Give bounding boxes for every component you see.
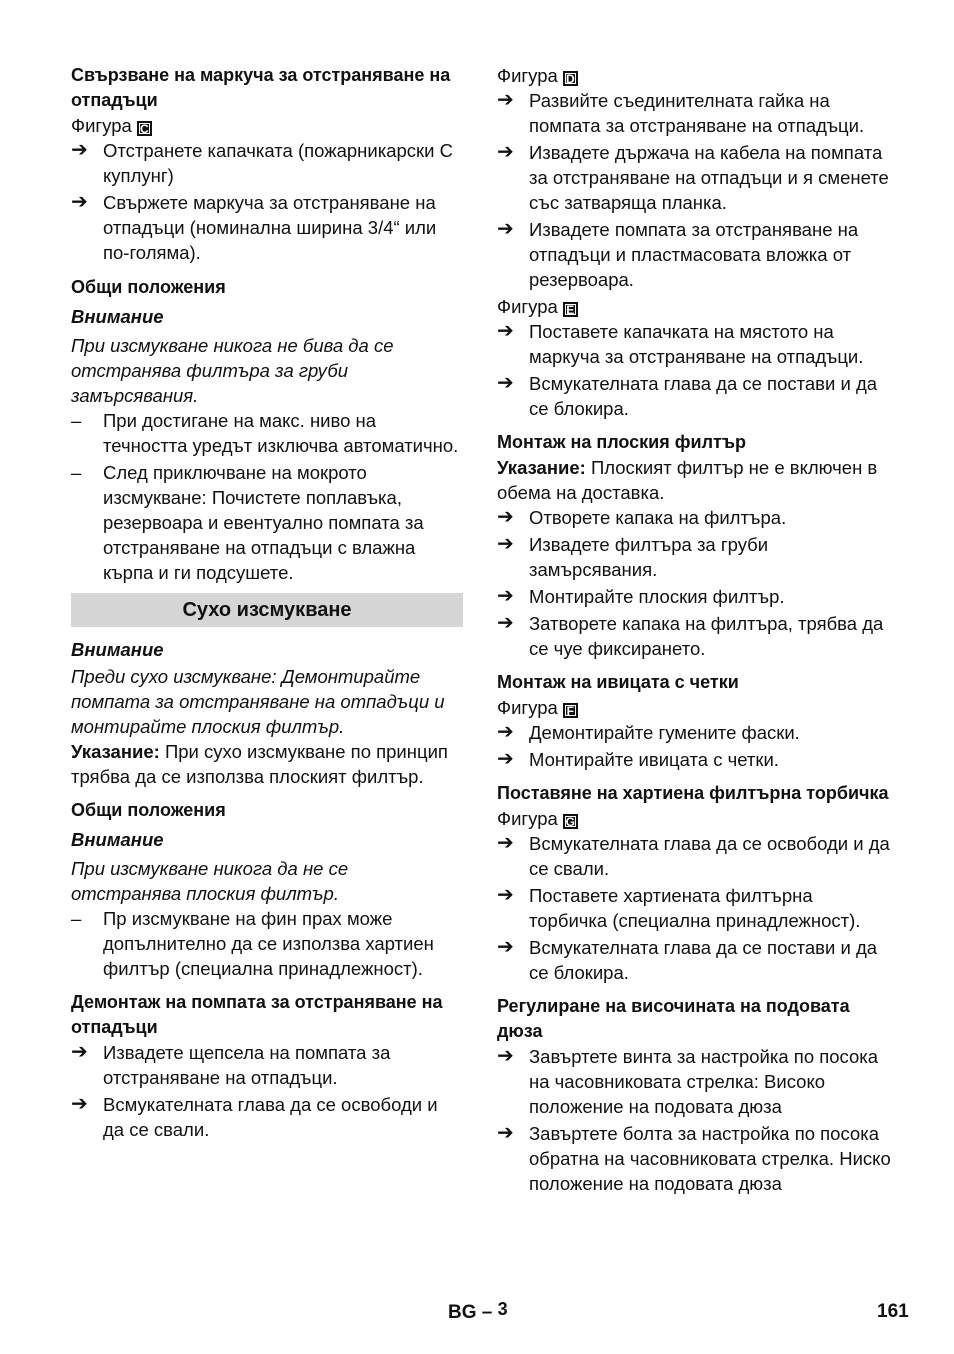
list-item: ➔ Всмукателната глава да се освободи и да се свали. <box>71 1093 438 1140</box>
list-item: ➔ Всмукателната глава да се постави и да се блокира. <box>497 372 878 419</box>
figure-ref: Фигура F <box>497 695 891 720</box>
heading-pump-removal: Демонтаж на помпата за отстраняване на отпадъци <box>71 992 443 1037</box>
section-title-dry-vacuuming: Сухо изсмукване <box>71 593 463 627</box>
list-item: ➔ Поставете хартиената филтърна торбичка (специална принадлежност). <box>497 884 861 931</box>
arrow-right-icon: ➔ <box>71 139 88 161</box>
list-item: ➔ Извадете щепсела на помпата за отстраняване на отпадъци. <box>71 1041 391 1088</box>
attention-text: При изсмукване никога не бива да се отстранява филтъра за груби замърсявания. <box>71 335 394 406</box>
attention-text: При изсмукване никога да не се отстранява плоския филтър. <box>71 858 349 904</box>
list-item: ➔ Затворете капака на филтъра, трябва да се чуе фиксирането. <box>497 612 884 659</box>
attention-label: Внимание <box>71 639 164 660</box>
list-item: ➔ Извадете държача на кабела на помпата за отстраняване на отпадъци и я сменете със затваряща планка. <box>497 141 889 213</box>
heading-general: Общи положения <box>71 800 226 820</box>
figure-ref: Фигура C <box>71 113 463 138</box>
figure-letter-badge: C <box>137 121 152 136</box>
dash-bullet: – <box>71 462 82 483</box>
arrow-right-icon: ➔ <box>71 1093 88 1115</box>
list-item: ➔ Демонтирайте гумените фаски. <box>497 721 800 743</box>
arrow-right-icon: ➔ <box>497 585 514 607</box>
list-item: ➔ Завъртете винта за настройка по посока на часовниковата стрелка: Високо положение на подовата дюза <box>497 1045 879 1117</box>
page-number: 161 <box>877 1301 909 1322</box>
arrow-right-icon: ➔ <box>497 89 514 111</box>
heading-brush-strip: Монтаж на ивицата с четки <box>497 672 739 692</box>
list-item: ➔ Всмукателната глава да се постави и да се блокира. <box>497 936 878 983</box>
figure-ref: Фигура G <box>497 806 891 831</box>
note-paragraph: Указание: Плоският филтър не е включен в обема на доставка. <box>497 457 878 503</box>
left-column <box>71 63 463 1144</box>
arrow-right-icon: ➔ <box>497 320 514 342</box>
figure-letter-badge: E <box>563 302 578 317</box>
list-item: ➔ Извадете помпата за отстраняване на отпадъци и пластмасовата вложка от резервоара. <box>497 218 859 290</box>
footer-section-label: BG – 3 <box>448 1299 508 1323</box>
heading-flat-filter: Монтаж на плоския филтър <box>497 432 746 452</box>
figure-ref: Фигура E <box>497 294 891 319</box>
arrow-right-icon: ➔ <box>497 832 514 854</box>
arrow-right-icon: ➔ <box>497 141 514 163</box>
arrow-right-icon: ➔ <box>497 506 514 528</box>
heading-general: Общи положения <box>71 277 226 297</box>
right-column <box>497 63 891 1198</box>
note-paragraph: Указание: При сухо изсмукване по принцип трябва да се използва плоският филтър. <box>71 741 448 787</box>
attention-text: Преди сухо изсмукване: Демонтирайте помпата за отстраняване на отпадъци и монтирайте плоския филтър. <box>71 666 445 737</box>
list-item: ➔ Извадете филтъра за груби замърсявания. <box>497 533 769 580</box>
heading-hose-connection: Свързване на маркуча за отстраняване на отпадъци <box>71 65 451 110</box>
arrow-right-icon: ➔ <box>497 372 514 394</box>
dash-bullet: – <box>71 410 82 431</box>
list-item: – Пр изсмукване на фин прах може допълнително да се използва хартиен филтър (специална принадлежност). <box>71 908 434 979</box>
list-item: ➔ Развийте съединителната гайка на помпата за отстраняване на отпадъци. <box>497 89 865 136</box>
dash-bullet: – <box>71 908 82 929</box>
attention-label: Внимание <box>71 829 164 850</box>
arrow-right-icon: ➔ <box>497 533 514 555</box>
arrow-right-icon: ➔ <box>497 1122 514 1144</box>
arrow-right-icon: ➔ <box>497 884 514 906</box>
list-item: ➔ Поставете капачката на мястото на маркуча за отстраняване на отпадъци. <box>497 320 864 367</box>
list-item: ➔ Монтирайте ивицата с четки. <box>497 748 779 770</box>
list-item: ➔ Свържете маркуча за отстраняване на отпадъци (номинална ширина 3/4“ или по-голяма). <box>71 191 437 263</box>
heading-nozzle-height: Регулиране на височината на подовата дюза <box>497 996 850 1041</box>
arrow-right-icon: ➔ <box>497 612 514 634</box>
figure-letter-badge: D <box>563 71 578 86</box>
list-item: ➔ Отстранете капачката (пожарникарски C куплунг) <box>71 139 453 186</box>
attention-label: Внимание <box>71 306 164 327</box>
arrow-right-icon: ➔ <box>71 1041 88 1063</box>
list-item: ➔ Завъртете болта за настройка по посока обратна на часовниковата стрелка. Ниско положение на подовата дюза <box>497 1122 891 1194</box>
arrow-right-icon: ➔ <box>71 191 88 213</box>
figure-letter-badge: G <box>563 814 578 829</box>
arrow-right-icon: ➔ <box>497 748 514 770</box>
list-item: ➔ Монтирайте плоския филтър. <box>497 585 785 607</box>
list-item: ➔ Всмукателната глава да се освободи и да се свали. <box>497 832 890 879</box>
arrow-right-icon: ➔ <box>497 936 514 958</box>
figure-letter-badge: F <box>563 703 578 718</box>
heading-paper-bag: Поставяне на хартиена филтърна торбичка <box>497 783 889 803</box>
arrow-right-icon: ➔ <box>497 721 514 743</box>
list-item: – При достигане на макс. ниво на течността уредът изключва автоматично. <box>71 410 459 456</box>
figure-ref: Фигура D <box>497 63 891 88</box>
list-item: – След приключване на мокрото изсмукване: Почистете поплавъка, резервоара и евентуално помпата за отстраняване на отпадъци с влажна кърпа и ги подсушете. <box>71 462 424 583</box>
arrow-right-icon: ➔ <box>497 218 514 240</box>
list-item: ➔ Отворете капака на филтъра. <box>497 506 787 528</box>
arrow-right-icon: ➔ <box>497 1045 514 1067</box>
